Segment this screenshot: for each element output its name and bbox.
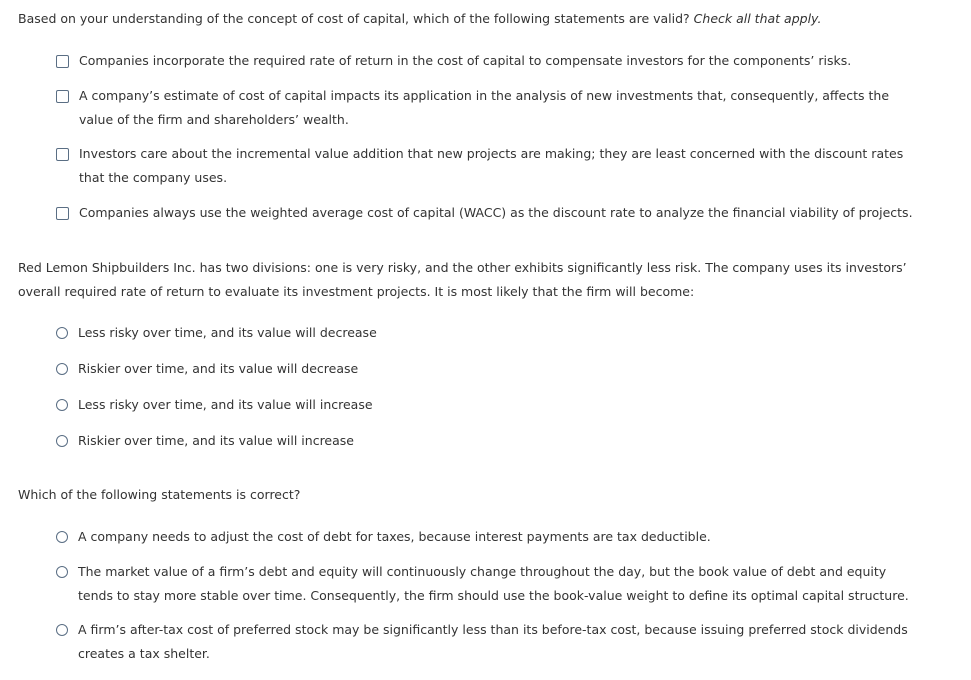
q3-option-1[interactable] <box>56 531 921 549</box>
q1-option-1[interactable] <box>56 55 921 73</box>
question-3-prompt: Which of the following statements is correct? <box>18 487 301 502</box>
option-label: Companies always use the weighted average cost of capital (WACC) as the discount rate to analyze the financial viability of projects. <box>79 205 913 220</box>
q2-option-2[interactable] <box>56 363 921 381</box>
option-label: The market value of a firm’s debt and equity will continuously change throughout the day, but the book value of debt and equity tends to stay more stable over time. Consequently, the firm should use the book-value weight to define its optimal capital structure. <box>78 564 909 603</box>
checkbox[interactable] <box>56 148 69 161</box>
question-1-hint: Check all that apply. <box>693 11 822 26</box>
option-label: Companies incorporate the required rate of return in the cost of capital to compensate investors for the components’ risks. <box>79 53 852 68</box>
q3-option-2[interactable] <box>56 566 921 608</box>
q1-option-3[interactable] <box>56 148 921 190</box>
question-3-text <box>18 483 948 507</box>
question-2-prompt: Red Lemon Shipbuilders Inc. has two divisions: one is very risky, and the other exhibits significantly less risk. The company uses its investors’ overall required rate of return to evaluate its investment projects. It is most likely that the firm will become: <box>18 260 907 299</box>
radio-button[interactable] <box>56 531 68 543</box>
radio-button[interactable] <box>56 624 68 636</box>
radio-button[interactable] <box>56 363 68 375</box>
q2-option-1[interactable] <box>56 327 921 345</box>
radio-button[interactable] <box>56 435 68 447</box>
option-label: A firm’s after-tax cost of preferred stock may be significantly less than its before-tax cost, because issuing preferred stock dividends creates a tax shelter. <box>78 622 908 661</box>
q3-option-3[interactable] <box>56 624 921 666</box>
option-label: Less risky over time, and its value will decrease <box>78 325 377 340</box>
checkbox[interactable] <box>56 55 69 68</box>
q2-option-4[interactable] <box>56 435 921 453</box>
option-label: A company’s estimate of cost of capital impacts its application in the analysis of new investments that, consequently, affects the value of the firm and shareholders’ wealth. <box>79 88 890 127</box>
q1-option-4[interactable] <box>56 207 921 225</box>
radio-button[interactable] <box>56 566 68 578</box>
q2-option-3[interactable] <box>56 399 921 417</box>
checkbox[interactable] <box>56 207 69 220</box>
option-label: Less risky over time, and its value will increase <box>78 397 373 412</box>
question-1-prompt: Based on your understanding of the concept of cost of capital, which of the following statements are valid? <box>18 11 690 26</box>
question-2-text <box>18 256 948 304</box>
option-label: Riskier over time, and its value will decrease <box>78 361 359 376</box>
option-label: A company needs to adjust the cost of debt for taxes, because interest payments are tax deductible. <box>78 529 711 544</box>
q1-option-2[interactable] <box>56 90 921 132</box>
checkbox[interactable] <box>56 90 69 103</box>
radio-button[interactable] <box>56 327 68 339</box>
option-label: Investors care about the incremental value addition that new projects are making; they are least concerned with the discount rates that the company uses. <box>79 146 904 185</box>
option-label: Riskier over time, and its value will increase <box>78 433 354 448</box>
question-1-text <box>18 7 948 31</box>
radio-button[interactable] <box>56 399 68 411</box>
